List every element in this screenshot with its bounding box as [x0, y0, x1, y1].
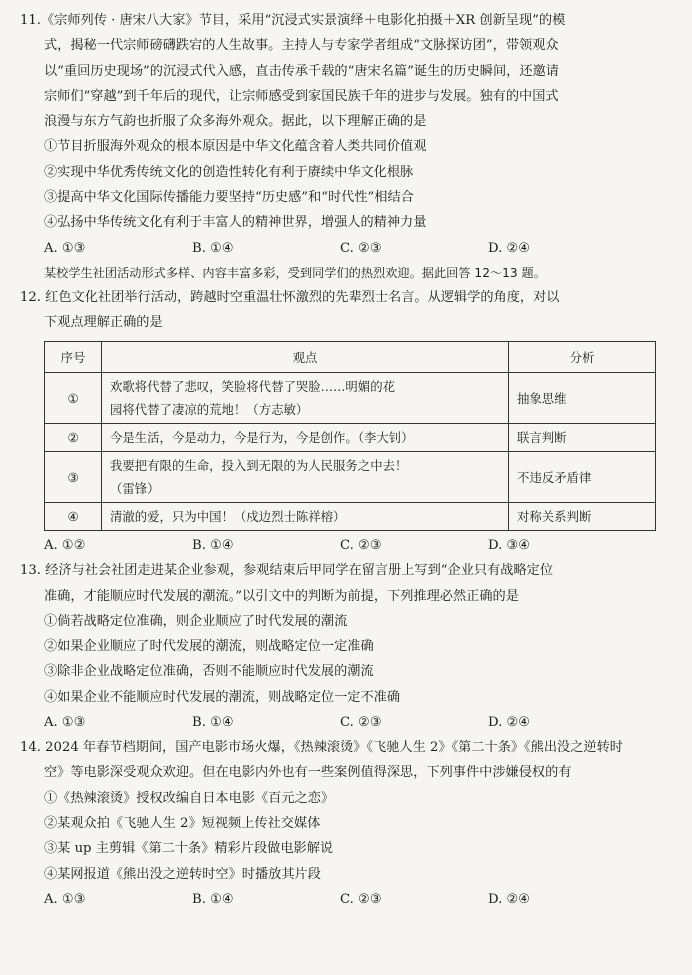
- question-11-stem-line: 浪漫与东方气韵也折服了众多海外观众。据此，以下理解正确的是: [44, 114, 427, 130]
- question-12: [20, 285, 672, 559]
- row-view-line: （雷锋）: [110, 481, 160, 497]
- question-12-stem-line: 下观点理解正确的是: [44, 314, 163, 330]
- row-view-line: 今是生活，今是动力，今是行为，今是创作。（李大钊）: [110, 430, 414, 446]
- question-11-item: ③提高中华文化国际传播能力要坚持“历史感”和“时代性”相结合: [44, 190, 414, 206]
- option-b: B. ①④: [192, 891, 234, 907]
- row-number: ④: [45, 503, 102, 531]
- table-row: [45, 424, 656, 452]
- option-d: D. ②④: [488, 240, 531, 256]
- question-11-item: ①节目折服海外观众的根本原因是中华文化蕴含着人类共同价值观: [44, 139, 427, 155]
- question-13: [20, 558, 672, 735]
- question-13-options: [20, 710, 672, 735]
- row-view: [102, 373, 509, 424]
- question-14-item: ①《热辣滚烫》授权改编自日本电影《百元之恋》: [44, 790, 335, 806]
- question-11-stem-line: 11.《宗师列传 · 唐宋八大家》节目，采用“沉浸式实景演绎＋电影化拍摄＋XR 创新呈现”的模: [20, 13, 566, 28]
- row-view: [102, 424, 509, 452]
- row-analysis: 抽象思维: [509, 373, 656, 424]
- row-analysis: 不违反矛盾律: [509, 452, 656, 503]
- question-11-stem-line: 以“重回历史现场”的沉浸式代入感，直击传承千载的“唐宋名篇”诞生的历史瞬间，还邀请: [44, 63, 559, 79]
- option-d: D. ②④: [488, 715, 531, 731]
- question-11-stem-line: 式，揭秘一代宗师磅礴跌宕的人生故事。主持人与专家学者组成“文脉探访团”，带领观众: [44, 38, 559, 54]
- question-13-item: ④如果企业不能顺应时代发展的潮流，则战略定位一定不准确: [44, 689, 401, 705]
- option-d: D. ③④: [488, 538, 531, 554]
- row-view: [102, 452, 509, 503]
- option-a: A. ①③: [44, 715, 86, 731]
- question-14: [20, 735, 672, 912]
- row-view-line: 欢歌将代替了悲叹，笑脸将代替了哭脸……明媚的花: [110, 379, 395, 395]
- table-header-row: [45, 342, 656, 373]
- option-b: B. ①④: [192, 715, 234, 731]
- row-analysis: 对称关系判断: [509, 503, 656, 531]
- question-14-item: ④某网报道《熊出没之逆转时空》时播放其片段: [44, 866, 321, 882]
- row-view: [102, 503, 509, 531]
- table-row: [45, 452, 656, 503]
- option-c: C. ②③: [340, 240, 382, 256]
- question-12-options: [20, 533, 672, 558]
- section-notice: 某校学生社团活动形式多样、内容丰富多彩，受到同学们的热烈欢迎。据此回答 12～13 题。: [44, 265, 546, 280]
- question-13-item: ③除非企业战略定位准确，否则不能顺应时代发展的潮流: [44, 664, 374, 680]
- option-a: A. ①③: [44, 891, 86, 907]
- option-a: A. ①②: [44, 538, 86, 554]
- row-view-line: 我要把有限的生命，投入到无限的为人民服务之中去！: [110, 458, 408, 474]
- viewpoint-table: [44, 341, 656, 531]
- table-row: [45, 373, 656, 424]
- question-14-stem-line: 空》等电影深受观众欢迎。但在电影内外也有一些案例值得深思，下列事件中涉嫌侵权的有: [44, 765, 572, 781]
- option-b: B. ①④: [192, 240, 234, 256]
- option-d: D. ②④: [488, 891, 531, 907]
- question-13-stem-line: 准确，才能顺应时代发展的潮流。”以引文中的判断为前提，下列推理必然正确的是: [44, 588, 519, 604]
- question-13-item: ①倘若战略定位准确，则企业顺应了时代发展的潮流: [44, 613, 348, 629]
- question-12-stem-line: 12. 红色文化社团举行活动，跨越时空重温壮怀激烈的先辈烈士名言。从逻辑学的角度，对以: [20, 289, 560, 305]
- option-c: C. ②③: [340, 715, 382, 731]
- row-number: ③: [45, 452, 102, 503]
- question-13-item: ②如果企业顺应了时代发展的潮流，则战略定位一定准确: [44, 639, 374, 655]
- row-number: ①: [45, 373, 102, 424]
- question-11-item: ④弘扬中华传统文化有利于丰富人的精神世界，增强人的精神力量: [44, 215, 427, 231]
- option-c: C. ②③: [340, 891, 382, 907]
- table-header: 序号: [45, 342, 102, 373]
- question-14-item: ②某观众拍《飞驰人生 2》短视频上传社交媒体: [44, 815, 321, 831]
- option-c: C. ②③: [340, 538, 382, 554]
- table-header: 观点: [102, 342, 509, 373]
- option-b: B. ①④: [192, 538, 234, 554]
- question-11: [20, 8, 672, 261]
- option-a: A. ①③: [44, 240, 86, 256]
- question-11-stem-line: 宗师们“穿越”到千年后的现代，让宗师感受到家国民族千年的进步与发展。独有的中国式: [44, 88, 559, 104]
- row-number: ②: [45, 424, 102, 452]
- row-view-line: 清澈的爱，只为中国！（戍边烈士陈祥榕）: [110, 509, 346, 525]
- question-11-options: [20, 236, 672, 261]
- table-row: [45, 503, 656, 531]
- table-header: 分析: [509, 342, 656, 373]
- question-11-item: ②实现中华优秀传统文化的创造性转化有利于赓续中华文化根脉: [44, 164, 414, 180]
- question-14-stem-line: 14. 2024 年春节档期间，国产电影市场火爆，《热辣滚烫》《飞驰人生 2》《第二十条》《熊出没之逆转时: [20, 740, 623, 756]
- question-14-item: ③某 up 主剪辑《第二十条》精彩片段做电影解说: [44, 841, 334, 857]
- row-view-line: 园将代替了凄凉的荒地！（方志敏）: [110, 402, 309, 418]
- question-14-options: [20, 887, 672, 912]
- question-13-stem-line: 13. 经济与社会社团走进某企业参观，参观结束后甲同学在留言册上写到“企业只有战略定位: [20, 563, 554, 579]
- row-analysis: 联言判断: [509, 424, 656, 452]
